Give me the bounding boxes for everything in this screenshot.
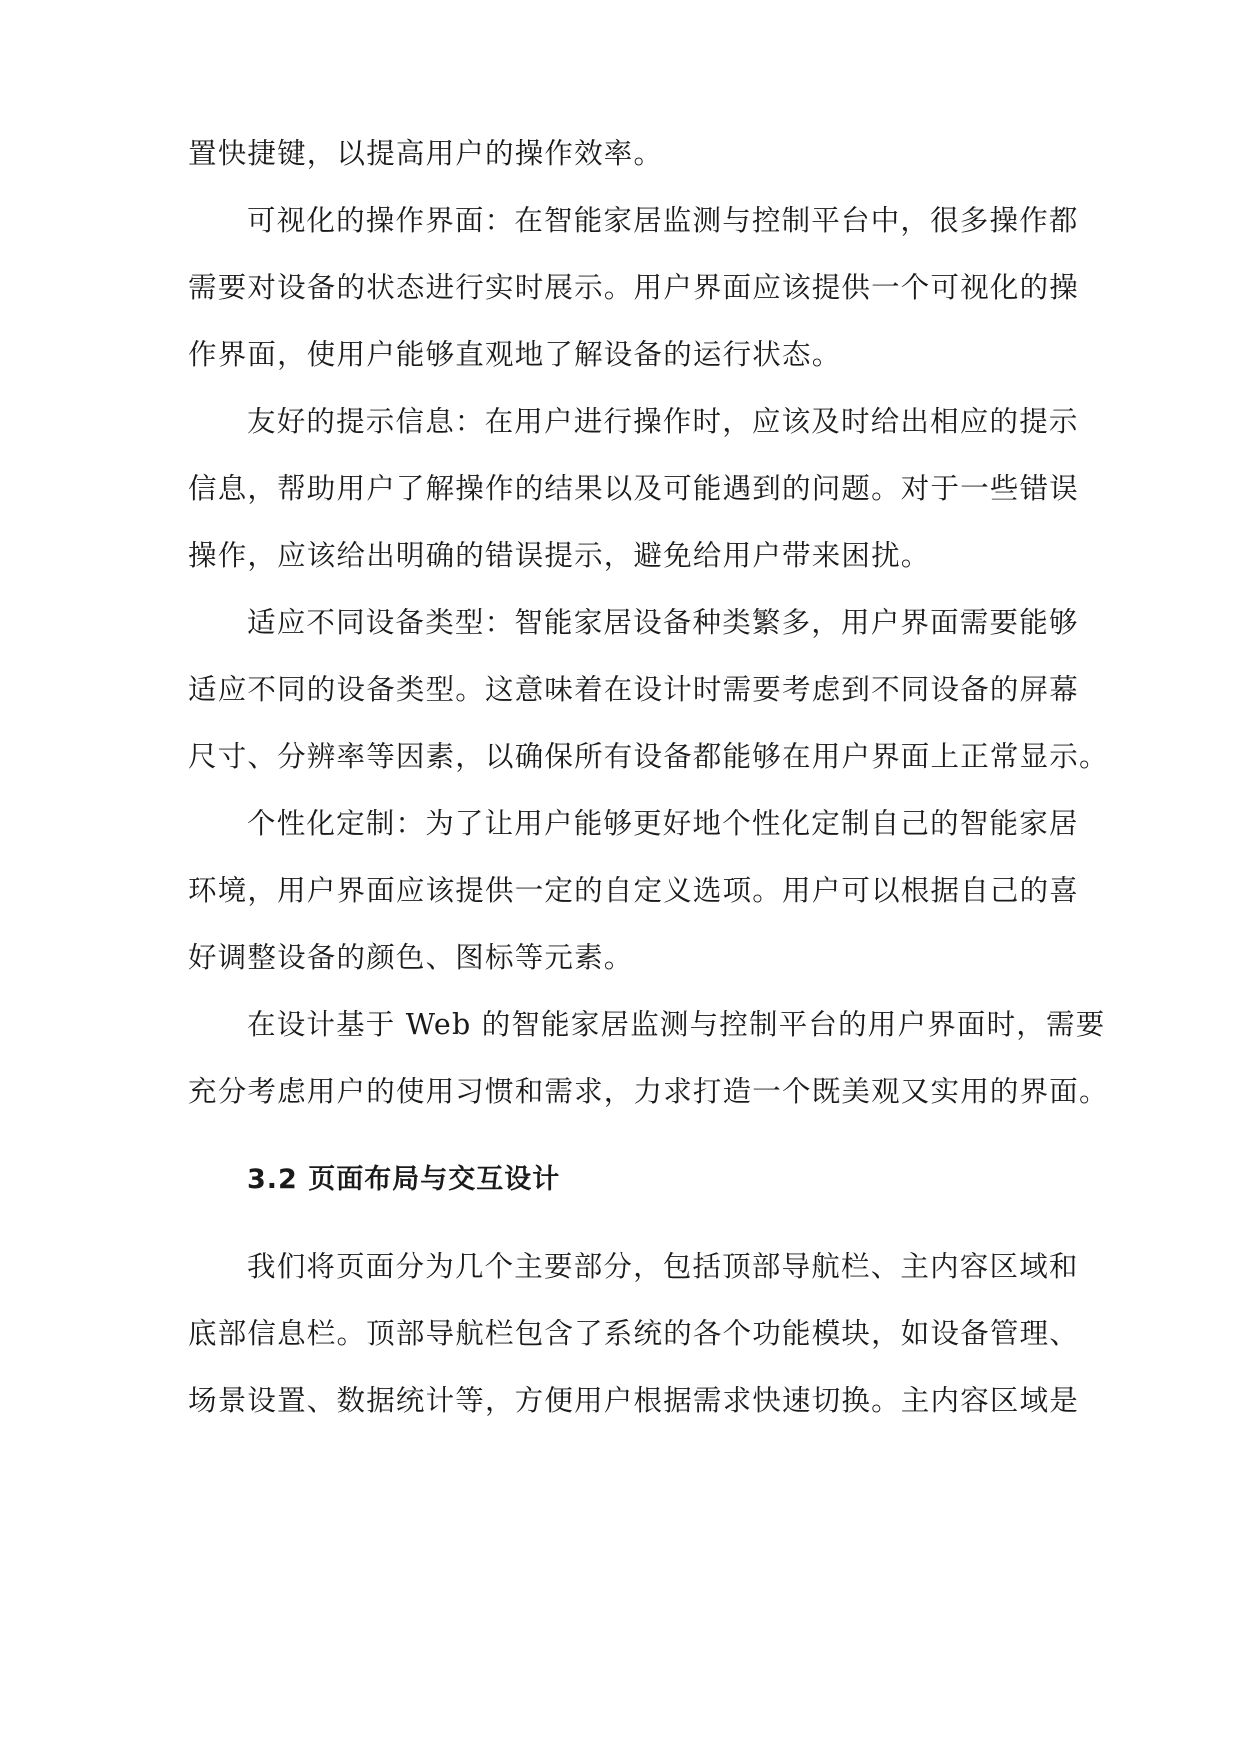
paragraph-line: 置快捷键，以提高用户的操作效率。 [188, 137, 664, 170]
paragraph-line: 我们将页面分为几个主要部分，包括顶部导航栏、主内容区域和 [247, 1250, 1079, 1283]
paragraph-line: 场景设置、数据统计等，方便用户根据需求快速切换。主内容区域是 [188, 1384, 1080, 1417]
paragraph-line: 作界面，使用户能够直观地了解设备的运行状态。 [188, 338, 842, 371]
paragraph-line: 适应不同的设备类型。这意味着在设计时需要考虑到不同设备的屏幕 [188, 673, 1080, 706]
paragraph-line: 友好的提示信息：在用户进行操作时，应该及时给出相应的提示 [247, 405, 1079, 438]
paragraph-line: 适应不同设备类型：智能家居设备种类繁多，用户界面需要能够 [247, 606, 1079, 639]
paragraph-line: 在设计基于 Web 的智能家居监测与控制平台的用户界面时，需要 [247, 1008, 1106, 1041]
paragraph-line: 底部信息栏。顶部导航栏包含了系统的各个功能模块，如设备管理、 [188, 1317, 1080, 1350]
paragraph-line: 需要对设备的状态进行实时展示。用户界面应该提供一个可视化的操 [188, 271, 1080, 304]
paragraph-line: 信息，帮助用户了解操作的结果以及可能遇到的问题。对于一些错误 [188, 472, 1080, 505]
paragraph-line: 尺寸、分辨率等因素，以确保所有设备都能够在用户界面上正常显示。 [188, 740, 1109, 773]
paragraph-line: 可视化的操作界面：在智能家居监测与控制平台中，很多操作都 [247, 204, 1079, 237]
section-heading: 3.2 页面布局与交互设计 [247, 1164, 561, 1195]
paragraph-line: 充分考虑用户的使用习惯和需求，力求打造一个既美观又实用的界面。 [188, 1075, 1109, 1108]
paragraph-line: 个性化定制：为了让用户能够更好地个性化定制自己的智能家居 [247, 807, 1079, 840]
paragraph-line: 环境，用户界面应该提供一定的自定义选项。用户可以根据自己的喜 [188, 874, 1080, 907]
paragraph-line: 好调整设备的颜色、图标等元素。 [188, 941, 634, 974]
paragraph-line: 操作，应该给出明确的错误提示，避免给用户带来困扰。 [188, 539, 931, 572]
